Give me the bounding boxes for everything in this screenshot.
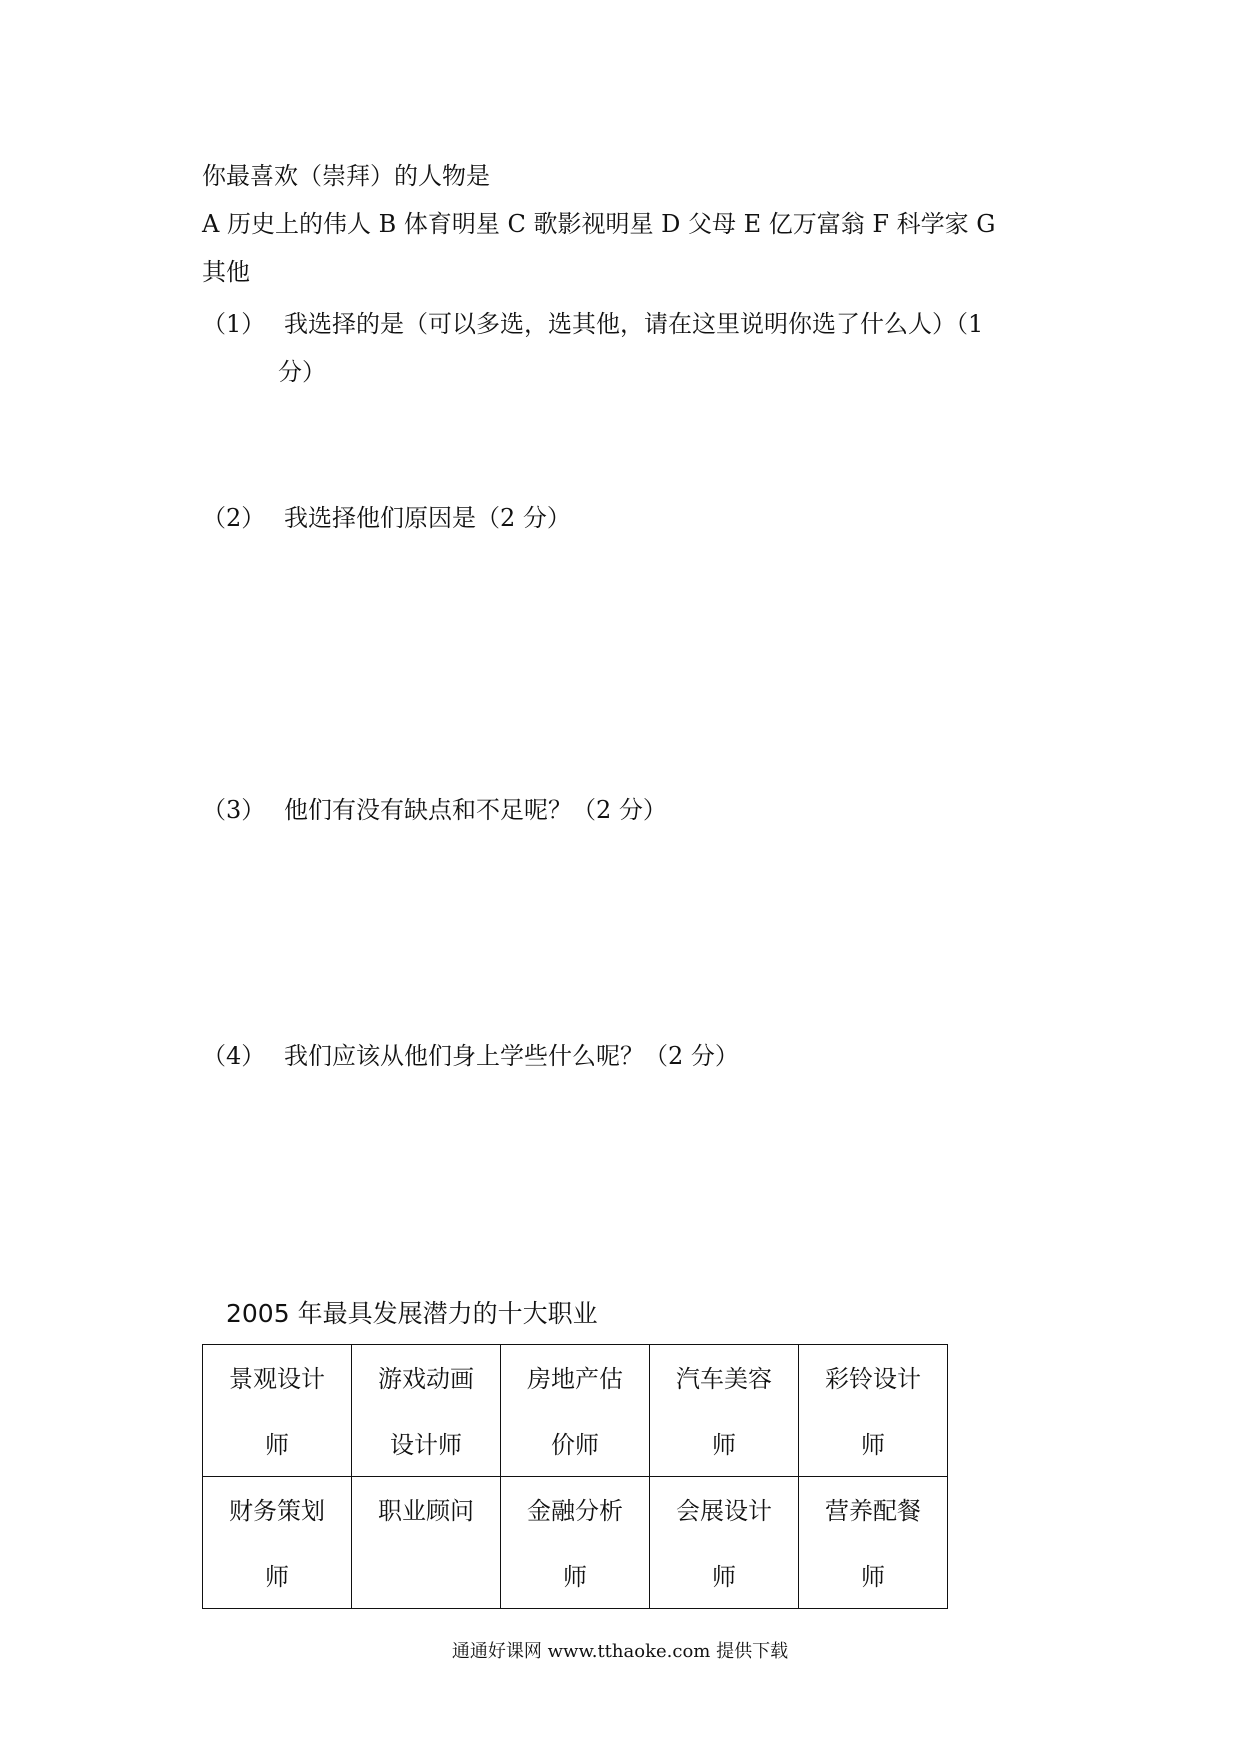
cell-text: 财务策划 [229,1497,325,1525]
cell-text: 师 [861,1563,885,1591]
table-cell [650,1345,799,1477]
page-footer: 通通好课网 www.tthaoke.com 提供下载 [451,1641,789,1662]
intro-question: 你最喜欢（崇拜）的人物是 [202,162,490,190]
table-row [203,1345,948,1477]
table-cell [352,1477,501,1609]
table-cell [799,1477,948,1609]
cell-text: 营养配餐 [825,1497,921,1525]
cell-text: 房地产估 [527,1365,623,1393]
question-3-text: 他们有没有缺点和不足呢？（2 分） [284,796,667,824]
intro-options-line1: A 历史上的伟人 B 体育明星 C 歌影视明星 D 父母 E 亿万富翁 F 科学家 G [202,210,996,238]
cell-text [352,1561,500,1593]
question-4-number: （4） [202,1042,266,1070]
cell-text: 景观设计 [229,1365,325,1393]
cell-text: 设计师 [390,1431,462,1459]
table-row [203,1477,948,1609]
question-2-number: （2） [202,504,266,532]
question-3-number: （3） [202,796,266,824]
table-cell [501,1345,650,1477]
cell-text: 职业顾问 [378,1497,474,1525]
cell-text: 师 [861,1431,885,1459]
table-cell [352,1345,501,1477]
cell-text: 师 [265,1431,289,1459]
table-cell [203,1477,352,1609]
table-cell [203,1345,352,1477]
table-cell [799,1345,948,1477]
intro-options-line2: 其他 [202,258,250,286]
cell-text: 游戏动画 [378,1365,474,1393]
table-cell [650,1477,799,1609]
cell-text: 师 [265,1563,289,1591]
table-cell [501,1477,650,1609]
cell-text: 彩铃设计 [825,1365,921,1393]
question-1-text: 我选择的是（可以多选，选其他，请在这里说明你选了什么人）（1 [284,310,984,338]
cell-text: 金融分析 [527,1497,623,1525]
question-2-text: 我选择他们原因是（2 分） [284,504,571,532]
cell-text: 价师 [551,1431,599,1459]
jobs-table [202,1344,948,1609]
question-1-number: （1） [202,310,266,338]
question-4-text: 我们应该从他们身上学些什么呢？（2 分） [284,1042,739,1070]
cell-text: 会展设计 [676,1497,772,1525]
cell-text: 汽车美容 [676,1365,772,1393]
cell-text: 师 [712,1563,736,1591]
question-1-text-continued: 分） [278,358,326,386]
jobs-table-title: 2005 年最具发展潜力的十大职业 [226,1299,598,1328]
cell-text: 师 [712,1431,736,1459]
cell-text: 师 [563,1563,587,1591]
